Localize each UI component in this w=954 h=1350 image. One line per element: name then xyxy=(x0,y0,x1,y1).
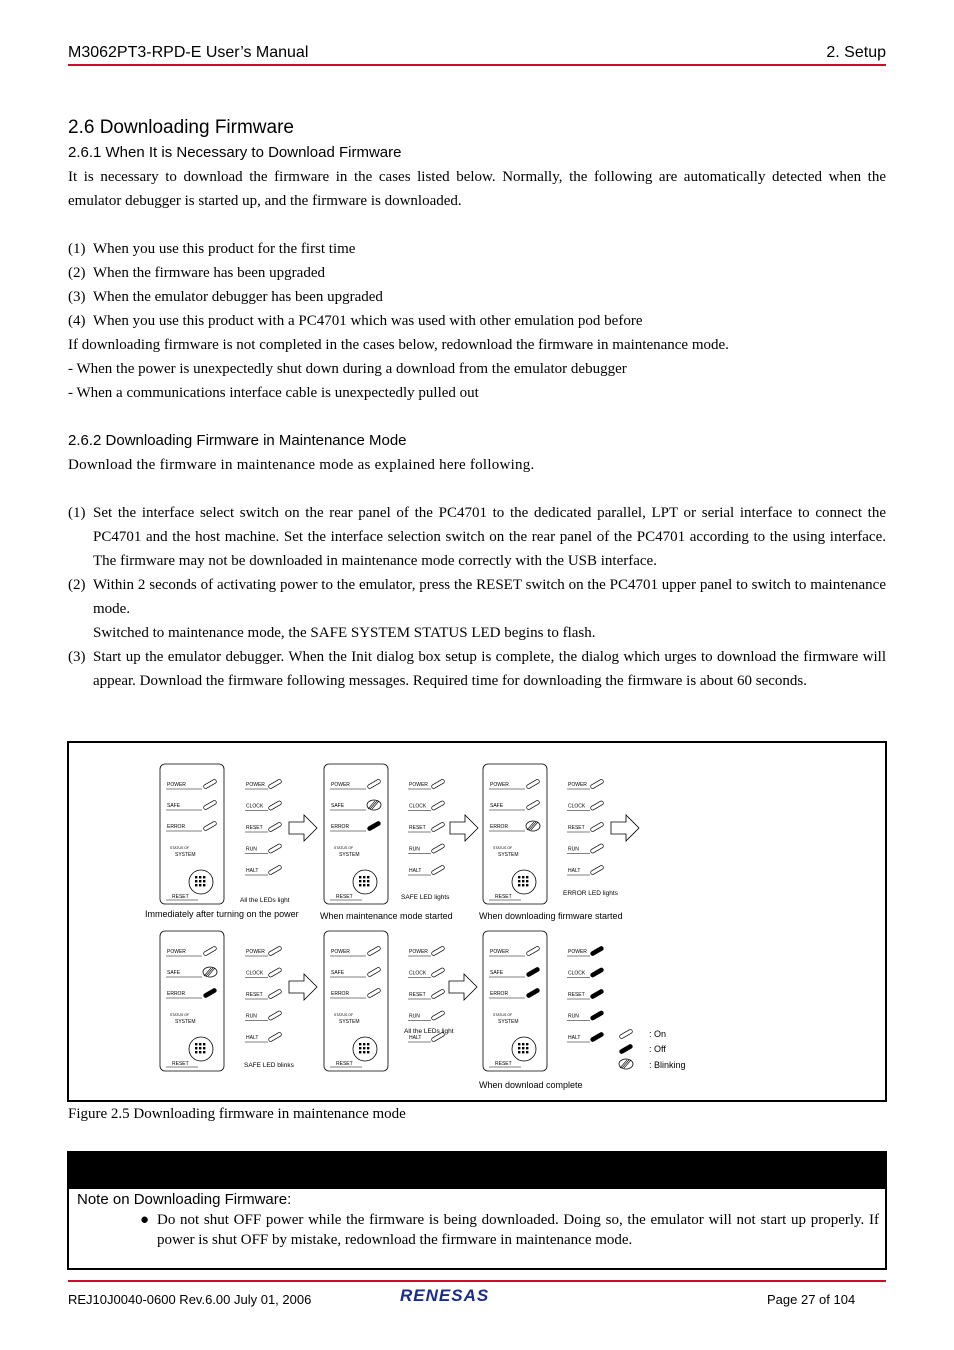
step-number xyxy=(68,621,93,645)
side-led-label: RESET xyxy=(409,825,426,831)
led-off-icon xyxy=(619,1044,633,1054)
reset-switch-grip xyxy=(359,1043,361,1045)
side-led-label: RESET xyxy=(246,992,263,998)
note-text: Do not shut OFF power while the firmware is being downloaded. Doing so, the emulator will not start up properly. If power is shut OFF by mistake, redownload the firmware in maintenance mode. xyxy=(157,1212,879,1248)
panel-led-label: ERROR xyxy=(490,824,509,830)
panel-led-label: SAFE xyxy=(331,803,345,809)
header-manual-title: M3062PT3-RPD-E User’s Manual xyxy=(68,44,309,61)
led-on-icon xyxy=(268,865,282,875)
panel-led-label: SAFE xyxy=(167,803,181,809)
reset-switch-grip xyxy=(367,876,369,878)
side-led-label: CLOCK xyxy=(246,803,264,810)
status-of-label: STATUS OF xyxy=(170,1013,190,1017)
side-led-label: POWER xyxy=(409,949,428,955)
note-bullet: ● xyxy=(140,1212,150,1228)
panel-led-label: ERROR xyxy=(167,824,186,830)
legend-blinking-label: : Blinking xyxy=(649,1060,686,1070)
led-on-icon xyxy=(590,843,604,853)
case-item xyxy=(68,285,886,309)
state-note-label: All the LEDs light xyxy=(240,897,290,904)
side-led-label: RUN xyxy=(246,1013,257,1020)
step-number: (2) xyxy=(68,577,86,593)
next-state-arrow-icon xyxy=(611,815,639,841)
led-on-icon xyxy=(268,779,282,789)
reset-switch-grip xyxy=(359,1051,361,1053)
reset-switch-grip xyxy=(367,1043,369,1045)
panel-led-label: SAFE xyxy=(167,970,181,976)
side-led-label: POWER xyxy=(568,949,587,955)
status-of-label: STATUS OF xyxy=(493,846,513,850)
reset-switch-grip xyxy=(359,1047,361,1049)
reset-switch-grip xyxy=(203,884,205,886)
step-text: Within 2 seconds of activating power to the emulator, press the RESET switch on the PC4701 upper panel to switch to maintenance mode. xyxy=(93,577,886,617)
panel-led-label: ERROR xyxy=(331,991,350,997)
led-on-icon xyxy=(268,822,282,832)
reset-switch-grip xyxy=(518,880,520,882)
renesas-logo: RENESAS xyxy=(400,1286,490,1305)
reset-switch-grip xyxy=(526,880,528,882)
reset-switch-grip xyxy=(367,1051,369,1053)
reset-switch-grip xyxy=(203,1043,205,1045)
side-led-label: RESET xyxy=(568,992,585,998)
led-on-icon xyxy=(268,843,282,853)
led-on-icon xyxy=(268,967,282,977)
side-led-label: HALT xyxy=(568,868,581,874)
footer-rule xyxy=(68,1280,886,1282)
reset-switch-grip xyxy=(195,880,197,882)
intro-paragraph: It is necessary to download the firmware in the cases listed below. Normally, the following are automatically detected when the emulator debugger is started up, and the firmware is downloaded. xyxy=(68,169,886,209)
panel-led-label: POWER xyxy=(490,949,509,955)
header-rule xyxy=(68,64,886,66)
step-item xyxy=(68,573,886,621)
state-caption-label: When downloading firmware started xyxy=(479,911,623,921)
reset-switch-grip xyxy=(526,884,528,886)
panel-led-label: ERROR xyxy=(167,991,186,997)
reset-switch-grip xyxy=(195,876,197,878)
case-text: When the firmware has been upgraded xyxy=(93,265,325,281)
led-on-icon xyxy=(431,989,445,999)
led-on-icon xyxy=(431,967,445,977)
reset-switch-grip xyxy=(526,876,528,878)
status-of-label: STATUS OF xyxy=(334,846,354,850)
reset-label: RESET xyxy=(495,894,512,900)
state-caption-label: When download complete xyxy=(479,1080,583,1090)
reset-switch-grip xyxy=(363,884,365,886)
system-label: SYSTEM xyxy=(339,852,360,858)
side-led-label: RUN xyxy=(409,846,420,853)
header-chapter: 2. Setup xyxy=(826,44,886,61)
status-of-label: STATUS OF xyxy=(334,1013,354,1017)
led-on-icon xyxy=(590,822,604,832)
maintenance-intro: Download the firmware in maintenance mode as explained here following. xyxy=(68,457,535,473)
led-on-icon xyxy=(590,779,604,789)
side-led-label: POWER xyxy=(409,782,428,788)
panel-led-label: ERROR xyxy=(331,824,350,830)
case-text: When the emulator debugger has been upgraded xyxy=(93,289,383,305)
case-text: When you use this product for the first time xyxy=(93,241,356,257)
reset-switch-grip xyxy=(195,1043,197,1045)
reset-switch-grip xyxy=(522,1047,524,1049)
panel-led-label: POWER xyxy=(167,949,186,955)
reset-label: RESET xyxy=(172,1061,189,1067)
reset-switch-grip xyxy=(363,1051,365,1053)
side-led-label: POWER xyxy=(246,949,265,955)
reset-switch-grip xyxy=(199,1043,201,1045)
case-number: (1) xyxy=(68,241,86,257)
panel-led-label: POWER xyxy=(331,949,350,955)
reset-label: RESET xyxy=(495,1061,512,1067)
status-of-label: STATUS OF xyxy=(170,846,190,850)
reset-switch-grip xyxy=(199,1051,201,1053)
panel-led-label: POWER xyxy=(490,782,509,788)
status-of-label: STATUS OF xyxy=(493,1013,513,1017)
panel-led-label: SAFE xyxy=(490,803,504,809)
state-caption-label: Immediately after turning on the power xyxy=(145,909,299,919)
reset-switch-grip xyxy=(195,1051,197,1053)
note-body xyxy=(140,1210,879,1250)
side-led-label: POWER xyxy=(568,782,587,788)
reset-switch-grip xyxy=(367,884,369,886)
led-on-icon xyxy=(268,946,282,956)
reset-switch-grip xyxy=(518,884,520,886)
reset-switch-grip xyxy=(522,880,524,882)
led-on-icon xyxy=(590,865,604,875)
side-led-label: RUN xyxy=(246,846,257,853)
case-number: (3) xyxy=(68,289,86,305)
led-state-diagram xyxy=(69,743,885,1100)
state-caption-label: When maintenance mode started xyxy=(320,911,453,921)
led-on-icon xyxy=(268,1010,282,1020)
figure-caption: Figure 2.5 Downloading firmware in maintenance mode xyxy=(68,1106,406,1122)
case-item xyxy=(68,309,886,333)
reset-switch-grip xyxy=(199,880,201,882)
footer-doc-id: REJ10J0040-0600 Rev.6.00 July 01, 2006 xyxy=(68,1292,312,1307)
reset-switch-grip xyxy=(203,876,205,878)
side-led-label: RESET xyxy=(246,825,263,831)
legend-on-label: : On xyxy=(649,1029,667,1039)
note-header-bar xyxy=(69,1153,885,1189)
side-led-label: HALT xyxy=(568,1035,581,1041)
case-item xyxy=(68,237,886,261)
note-box xyxy=(67,1151,887,1270)
system-label: SYSTEM xyxy=(175,852,196,858)
reset-switch-grip xyxy=(518,1051,520,1053)
led-on-icon xyxy=(431,865,445,875)
note-title: Note on Downloading Firmware: xyxy=(77,1191,292,1208)
state-note-label: ERROR LED lights xyxy=(563,890,618,897)
state-note-label: All the LEDs light xyxy=(404,1028,454,1035)
state-note-label: SAFE LED lights xyxy=(401,894,450,901)
reset-switch-grip xyxy=(522,876,524,878)
next-state-arrow-icon xyxy=(289,974,317,1000)
reset-switch-grip xyxy=(195,1047,197,1049)
step-item xyxy=(68,645,886,693)
side-led-label: RUN xyxy=(568,846,579,853)
led-on-icon xyxy=(431,946,445,956)
side-led-label: HALT xyxy=(409,868,422,874)
led-on-icon xyxy=(590,800,604,810)
system-label: SYSTEM xyxy=(175,1019,196,1025)
side-led-label: CLOCK xyxy=(246,970,264,977)
system-label: SYSTEM xyxy=(339,1019,360,1025)
case-text: When you use this product with a PC4701 which was used with other emulation pod before xyxy=(93,313,643,329)
reset-switch-grip xyxy=(522,884,524,886)
led-on-icon xyxy=(619,1029,633,1039)
side-led-label: RUN xyxy=(568,1013,579,1020)
dash-item-power: - When the power is unexpectedly shut down during a download from the emulator debugger xyxy=(68,361,627,377)
led-on-icon xyxy=(268,1032,282,1042)
legend-off-label: : Off xyxy=(649,1044,666,1054)
reset-switch-grip xyxy=(363,880,365,882)
led-on-icon xyxy=(268,989,282,999)
panel-led-label: POWER xyxy=(331,782,350,788)
step-number: (1) xyxy=(68,505,86,521)
reset-switch-grip xyxy=(359,880,361,882)
side-led-label: HALT xyxy=(246,1035,259,1041)
figure-box xyxy=(67,741,887,1102)
system-label: SYSTEM xyxy=(498,852,519,858)
redownload-paragraph: If downloading firmware is not completed in the cases below, redownload the firmware in maintenance mode. xyxy=(68,337,729,353)
reset-switch-grip xyxy=(199,884,201,886)
reset-switch-grip xyxy=(363,1043,365,1045)
side-led-label: HALT xyxy=(246,868,259,874)
side-led-label: HALT xyxy=(409,1035,422,1041)
reset-switch-grip xyxy=(359,884,361,886)
reset-switch-grip xyxy=(518,1043,520,1045)
footer-page: Page 27 of 104 xyxy=(767,1292,856,1307)
next-state-arrow-icon xyxy=(449,974,477,1000)
reset-switch-grip xyxy=(203,1047,205,1049)
subsection-title-2: 2.6.2 Downloading Firmware in Maintenance Mode xyxy=(68,432,407,449)
reset-switch-grip xyxy=(518,1047,520,1049)
step-text: Set the interface select switch on the rear panel of the PC4701 to the dedicated parallel, LPT or serial interface to connect the PC4701 and the host machine. Set the interface selection switch on the rear panel of the PC4701 according to the using interface. The firmware may not be downloaded in maintenance mode correctly with the USB interface. xyxy=(93,505,886,569)
reset-switch-grip xyxy=(363,1047,365,1049)
side-led-label: RESET xyxy=(409,992,426,998)
panel-led-label: SAFE xyxy=(490,970,504,976)
reset-label: RESET xyxy=(336,894,353,900)
case-item xyxy=(68,261,886,285)
side-led-label: CLOCK xyxy=(409,803,427,810)
side-led-label: CLOCK xyxy=(568,803,586,810)
side-led-label: RUN xyxy=(409,1013,420,1020)
led-off-icon xyxy=(590,1010,604,1020)
state-note-label: SAFE LED blinks xyxy=(244,1062,294,1069)
step-text: Start up the emulator debugger. When the Init dialog box setup is complete, the dialog which urges to download the firmware will appear. Download the firmware following messages. Required time for downloading the firmware is about 60 seconds. xyxy=(93,649,886,689)
step-item xyxy=(68,621,886,645)
panel-led-label: ERROR xyxy=(490,991,509,997)
led-on-icon xyxy=(431,779,445,789)
reset-switch-grip xyxy=(522,1051,524,1053)
led-off-icon xyxy=(590,967,604,977)
reset-switch-grip xyxy=(363,876,365,878)
step-text: Switched to maintenance mode, the SAFE SYSTEM STATUS LED begins to flash. xyxy=(93,625,596,641)
next-state-arrow-icon xyxy=(450,815,478,841)
reset-switch-grip xyxy=(518,876,520,878)
reset-label: RESET xyxy=(172,894,189,900)
reset-switch-grip xyxy=(199,1047,201,1049)
reset-switch-grip xyxy=(195,884,197,886)
reset-switch-grip xyxy=(526,1051,528,1053)
panel-led-label: POWER xyxy=(167,782,186,788)
system-label: SYSTEM xyxy=(498,1019,519,1025)
led-off-icon xyxy=(590,946,604,956)
section-title: 2.6 Downloading Firmware xyxy=(68,117,294,138)
case-number: (2) xyxy=(68,265,86,281)
step-item xyxy=(68,501,886,573)
side-led-label: RESET xyxy=(568,825,585,831)
led-on-icon xyxy=(268,800,282,810)
reset-switch-grip xyxy=(203,1051,205,1053)
reset-switch-grip xyxy=(526,1047,528,1049)
reset-switch-grip xyxy=(359,876,361,878)
subsection-title-1: 2.6.1 When It is Necessary to Download Firmware xyxy=(68,144,402,161)
reset-switch-grip xyxy=(526,1043,528,1045)
reset-switch-grip xyxy=(199,876,201,878)
led-on-icon xyxy=(431,800,445,810)
reset-switch-grip xyxy=(522,1043,524,1045)
led-on-icon xyxy=(431,1010,445,1020)
led-off-icon xyxy=(590,989,604,999)
panel-led-label: SAFE xyxy=(331,970,345,976)
led-on-icon xyxy=(431,822,445,832)
next-state-arrow-icon xyxy=(289,815,317,841)
reset-switch-grip xyxy=(203,880,205,882)
side-led-label: POWER xyxy=(246,782,265,788)
case-number: (4) xyxy=(68,313,86,329)
step-number: (3) xyxy=(68,649,86,665)
led-off-icon xyxy=(590,1032,604,1042)
reset-label: RESET xyxy=(336,1061,353,1067)
side-led-label: CLOCK xyxy=(409,970,427,977)
dash-item-cable: - When a communications interface cable is unexpectedly pulled out xyxy=(68,385,479,401)
side-led-label: CLOCK xyxy=(568,970,586,977)
led-on-icon xyxy=(431,843,445,853)
reset-switch-grip xyxy=(367,1047,369,1049)
reset-switch-grip xyxy=(367,880,369,882)
